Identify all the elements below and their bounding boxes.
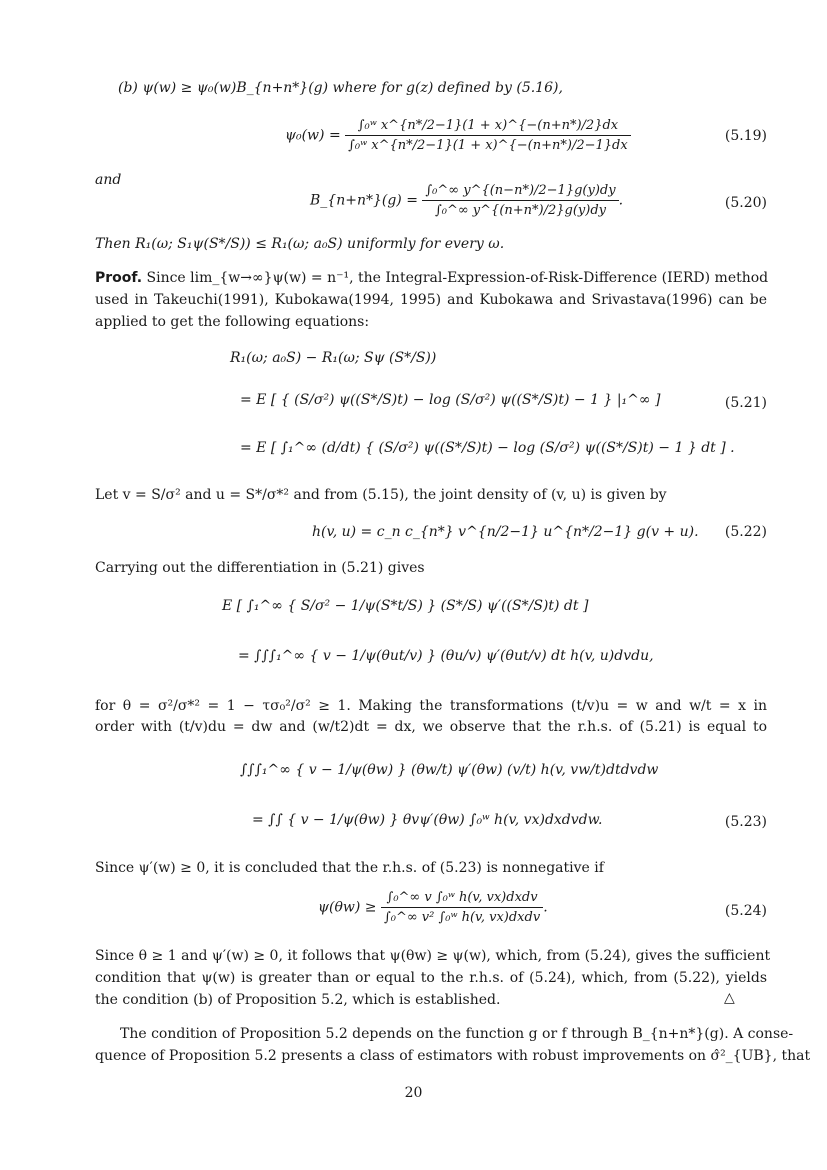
eq524-denominator: ∫₀^∞ v² ∫₀ʷ h(v, vx)dxdv — [383, 910, 541, 925]
proof-label: Proof. — [95, 270, 143, 286]
eq521-row-1: R₁(ω; a₀S) − R₁(ω; Sψ (S*/S)) — [230, 350, 437, 366]
carrying-line: Carrying out the differentiation in (5.21) gives — [95, 560, 425, 576]
conclusion-line-3: the condition (b) of Proposition 5.2, which is established. — [95, 992, 501, 1008]
page-number: 20 — [404, 1085, 423, 1101]
qed-symbol: △ — [724, 990, 735, 1006]
eq519-lhs: ψ₀(w) = — [285, 127, 341, 144]
eq522-tag: (5.22) — [724, 524, 767, 540]
equation-5-20 — [310, 183, 623, 218]
conclusion-line-1: Since θ ≥ 1 and ψ′(w) ≥ 0, it follows that ψ(θw) ≥ ψ(w), which, from (5.24), gives the sufficient — [95, 948, 771, 964]
for-line-1: for θ = σ²/σ*² = 1 − τσ₀²/σ² ≥ 1. Making the transformations (t/v)u = w and w/t = x in — [95, 698, 767, 714]
eq520-tail: . — [618, 192, 624, 209]
eq524-fraction — [381, 890, 543, 925]
eq521-row-2: = E [ { (S/σ²) ψ((S*/S)t) − log (S/σ²) ψ((S*/S)t) − 1 } |₁^∞ ] — [240, 392, 661, 408]
proof-line-2: used in Takeuchi(1991), Kubokawa(1994, 1995) and Kubokawa and Srivastava(1996) can be — [95, 292, 767, 308]
eq519-denominator: ∫₀ʷ x^{n*/2−1}(1 + x)^{−(n+n*)/2−1}dx — [348, 138, 628, 153]
since-line: Since ψ′(w) ≥ 0, it is concluded that the r.h.s. of (5.23) is nonnegative if — [95, 860, 604, 876]
final-line-1: The condition of Proposition 5.2 depends on the function g or f through B_{n+n*}(g). A conse- — [120, 1026, 794, 1042]
proof-line-3: applied to get the following equations: — [95, 314, 370, 330]
eq520-lhs: B_{n+n*}(g) = — [310, 192, 418, 209]
eq520-denominator: ∫₀^∞ y^{(n+n*)/2}g(y)dy — [434, 203, 606, 218]
eq524-numerator: ∫₀^∞ v ∫₀ʷ h(v, vx)dxdv — [381, 890, 543, 908]
eq524-tail: . — [543, 899, 548, 916]
then-statement: Then R₁(ω; S₁ψ(S*/S)) ≤ R₁(ω; a₀S) uniformly for every ω. — [95, 236, 505, 252]
eq521-tag: (5.21) — [724, 395, 767, 411]
eq519-tag: (5.19) — [724, 128, 767, 144]
final-line-2: quence of Proposition 5.2 presents a class of estimators with robust improvements on σ̂²_{UB}, that — [95, 1048, 811, 1064]
conclusion-line-2: condition that ψ(w) is greater than or equal to the r.h.s. of (5.24), which, from (5.22), yields — [95, 970, 767, 986]
proof-line-1 — [95, 268, 767, 288]
eqdiff-row-1: E [ ∫₁^∞ { S/σ² − 1/ψ(S*t/S) } (S*/S) ψ′((S*/S)t) dt ] — [222, 598, 589, 614]
eq523-row-1: ∫∫∫₁^∞ { v − 1/ψ(θw) } (θw/t) ψ′(θw) (v/t) h(v, vw/t)dtdvdw — [240, 762, 659, 778]
equation-5-22: h(v, u) = c_n c_{n*} v^{n/2−1} u^{n*/2−1} g(v + u). — [312, 524, 699, 540]
let-line: Let v = S/σ² and u = S*/σ*² and from (5.15), the joint density of (v, u) is given by — [95, 487, 667, 503]
eqdiff-row-2: = ∫∫∫₁^∞ { v − 1/ψ(θut/v) } (θu/v) ψ′(θut/v) dt h(v, u)dvdu, — [238, 648, 654, 664]
eq524-tag: (5.24) — [724, 903, 767, 919]
eq521-row-3: = E [ ∫₁^∞ (d/dt) { (S/σ²) ψ((S*/S)t) − log (S/σ²) ψ((S*/S)t) − 1 } dt ] . — [240, 440, 735, 456]
and-word: and — [95, 172, 122, 188]
eq520-numerator: ∫₀^∞ y^{(n−n*)/2−1}g(y)dy — [422, 183, 618, 201]
proof-line-1-text: Since lim_{w→∞}ψ(w) = n⁻¹, the Integral-Expression-of-Risk-Difference (IERD) method — [146, 270, 769, 286]
eq520-fraction — [422, 183, 618, 218]
eq523-row-2: = ∫∫ { v − 1/ψ(θw) } θvψ′(θw) ∫₀ʷ h(v, vx)dxdvdw. — [252, 812, 603, 828]
eq520-tag: (5.20) — [724, 195, 767, 211]
for-line-2: order with (t/v)du = dw and (w/t2)dt = dx, we observe that the r.h.s. of (5.21) is equal to — [95, 719, 767, 735]
eq524-lhs: ψ(θw) ≥ — [318, 899, 377, 916]
eq519-fraction — [345, 118, 631, 153]
condition-b-header: (b) ψ(w) ≥ ψ₀(w)B_{n+n*}(g) where for g(z) defined by (5.16), — [118, 80, 563, 96]
equation-5-24 — [318, 890, 548, 925]
equation-5-19 — [285, 118, 631, 153]
eq523-tag: (5.23) — [724, 814, 767, 830]
eq519-numerator: ∫₀ʷ x^{n*/2−1}(1 + x)^{−(n+n*)/2}dx — [345, 118, 631, 136]
